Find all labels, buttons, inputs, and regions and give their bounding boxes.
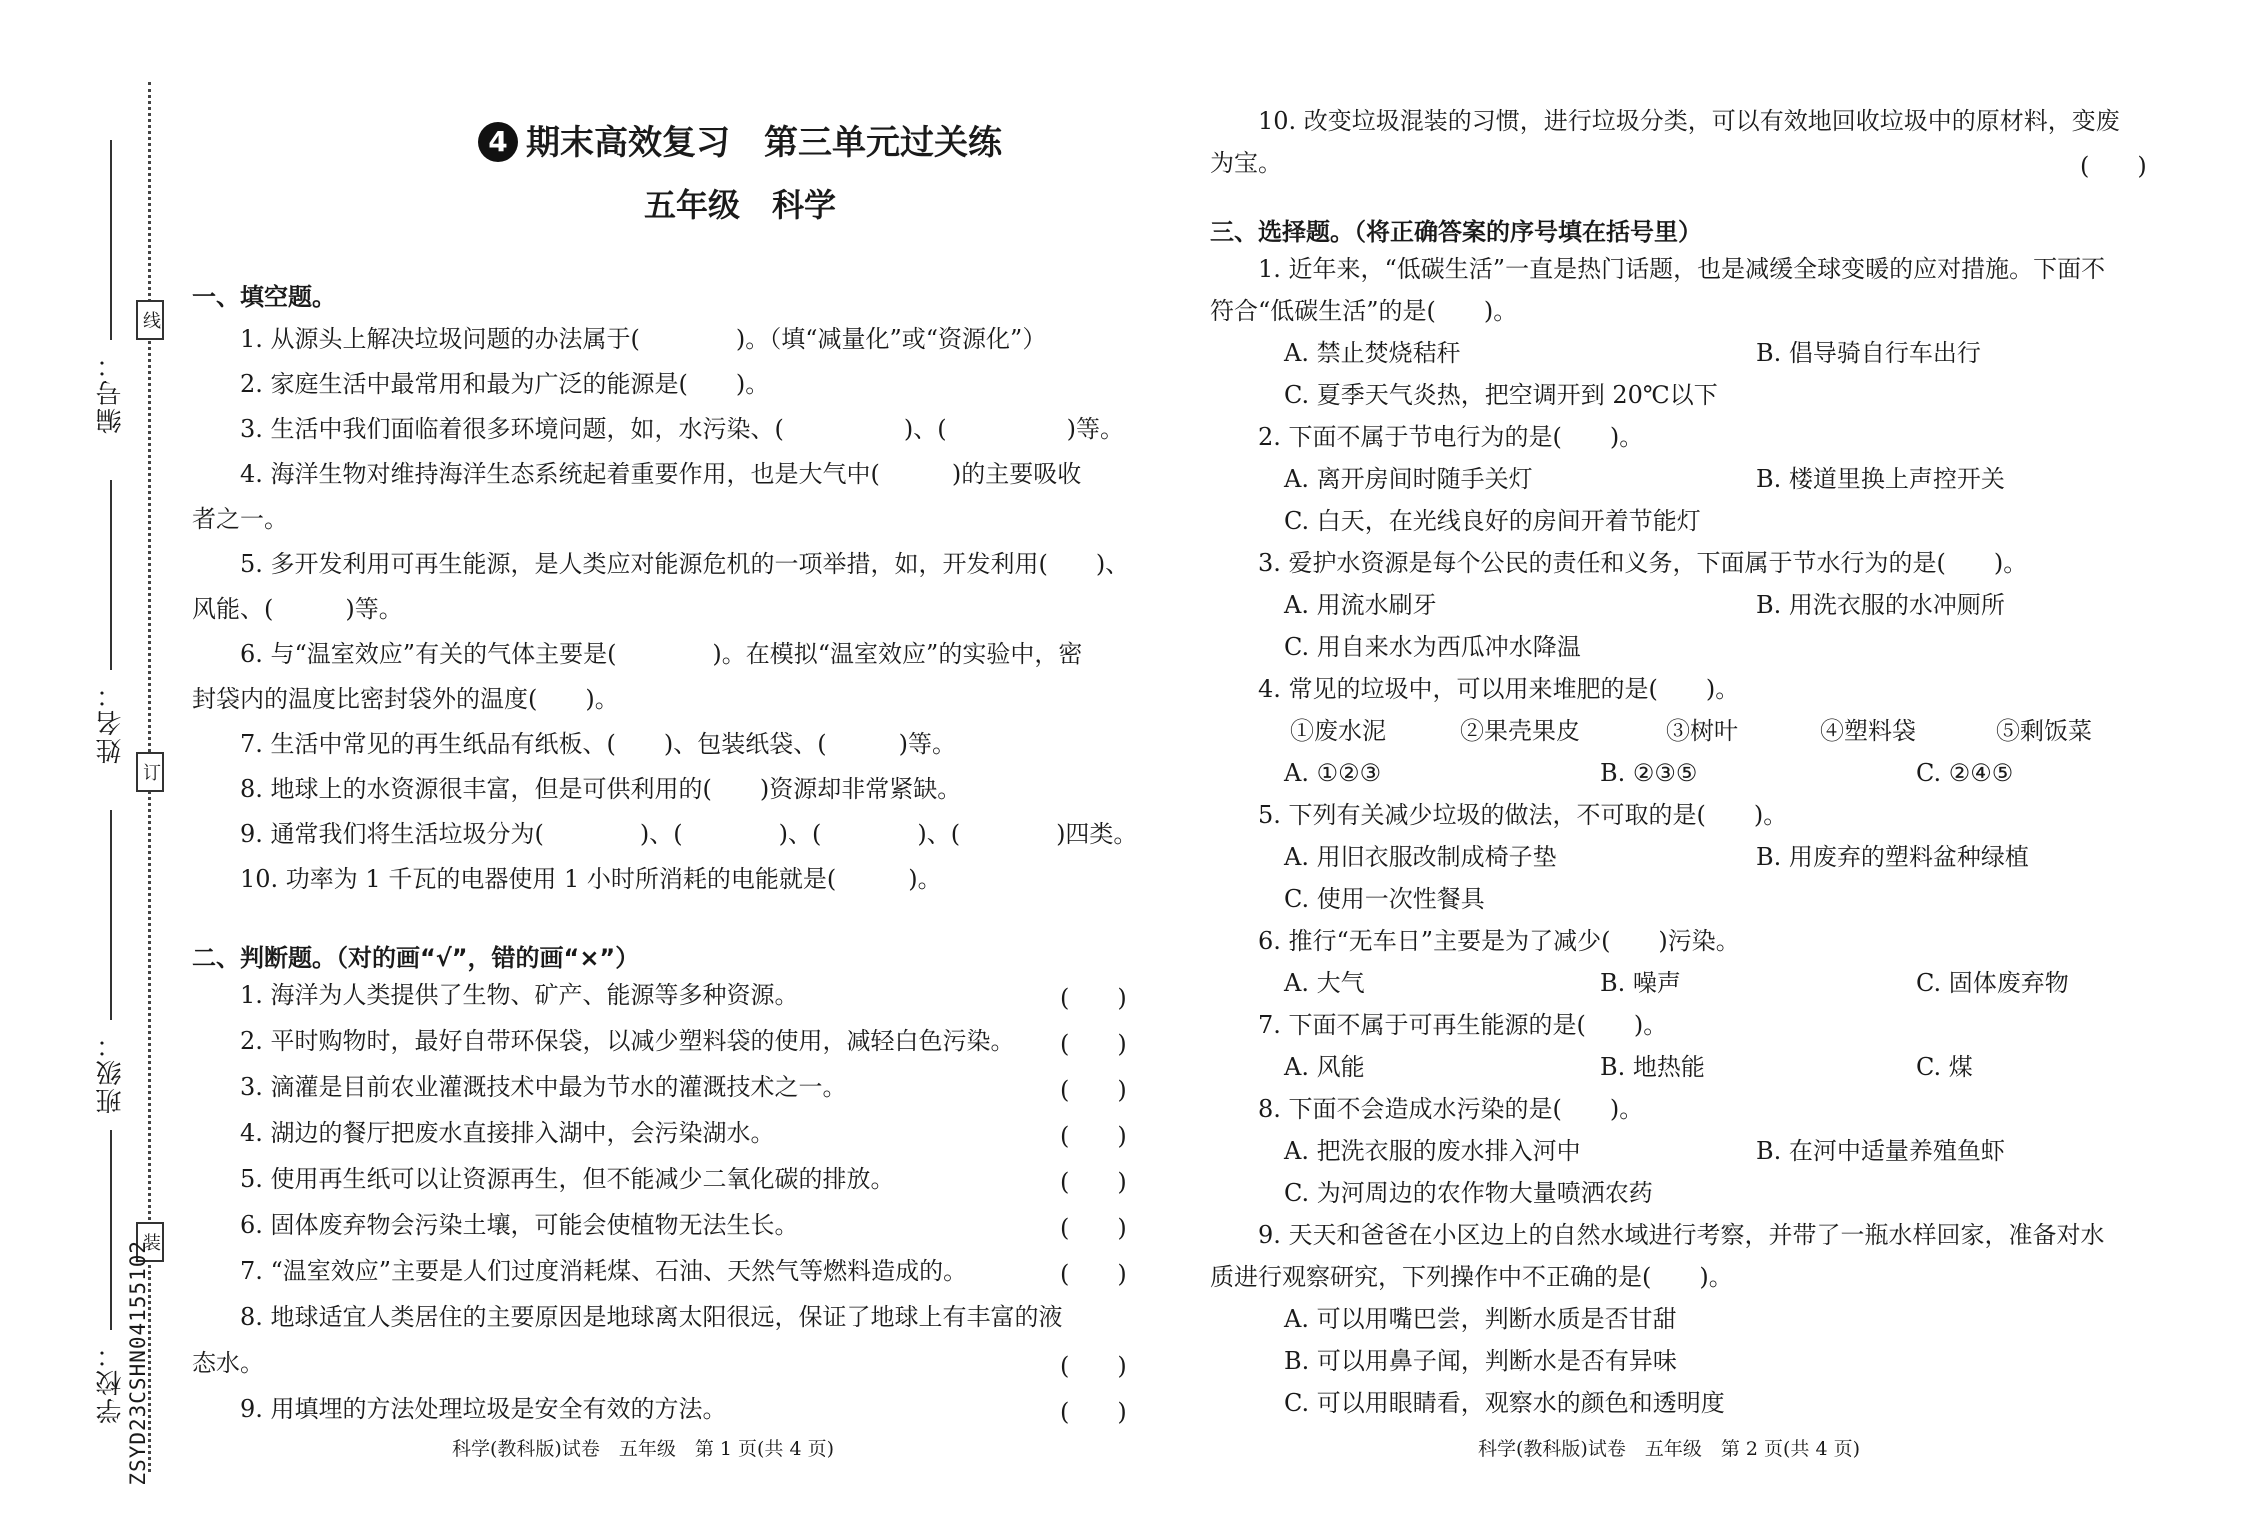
judge-q8: 8. 地球适宜人类居住的主要原因是地球离太阳很远，保证了地球上有丰富的液 (240, 1303, 1063, 1331)
school-fill-line (110, 1130, 112, 1330)
choice-q1-b: B. 倡导骑自行车出行 (1756, 339, 1981, 367)
judge-q8-answer: ( ) (1060, 1352, 1127, 1380)
fill-q7: 7. 生活中常见的再生纸品有纸板、( )、包装纸袋、( )等。 (240, 730, 956, 758)
paper-code: ZSYD23CSHN04155102 (126, 1240, 150, 1486)
section3-heading: 三、选择题。（将正确答案的序号填在括号里） (1210, 218, 1702, 246)
choice-q8: 8. 下面不会造成水污染的是( )。 (1258, 1095, 1644, 1123)
choice-q6-a: A. 大气 (1284, 969, 1365, 997)
judge-q2-answer: ( ) (1060, 1030, 1127, 1058)
choice-q7-b: B. 地热能 (1600, 1053, 1705, 1081)
judge-q4: 4. 湖边的餐厅把废水直接排入湖中，会污染湖水。 (240, 1119, 775, 1147)
choice-q5-b: B. 用废弃的塑料盆种绿植 (1756, 843, 2029, 871)
choice-q4-item5: ⑤剩饭菜 (1996, 717, 2092, 745)
choice-q9-cont: 质进行观察研究，下列操作中不正确的是( )。 (1210, 1263, 1733, 1291)
choice-q2-b: B. 楼道里换上声控开关 (1756, 465, 2005, 493)
choice-q6: 6. 推行“无车日”主要是为了减少( )污染。 (1258, 927, 1740, 955)
fill-q5-cont: 风能、( )等。 (192, 595, 403, 623)
judge-q3-answer: ( ) (1060, 1076, 1127, 1104)
choice-q2-a: A. 离开房间时随手关灯 (1284, 465, 1533, 493)
judge-q6-answer: ( ) (1060, 1214, 1127, 1242)
fill-q6: 6. 与“温室效应”有关的气体主要是( )。在模拟“温室效应”的实验中，密 (240, 640, 1083, 668)
judge-q3: 3. 滴灌是目前农业灌溉技术中最为节水的灌溉技术之一。 (240, 1073, 847, 1101)
class-label: 班级： (96, 1030, 126, 1114)
name-fill-line (110, 480, 112, 670)
section1-heading: 一、填空题。 (192, 283, 336, 311)
judge-q4-answer: ( ) (1060, 1122, 1127, 1150)
choice-q1-cont: 符合“低碳生活”的是( )。 (1210, 297, 1518, 325)
choice-q2-c: C. 白天，在光线良好的房间开着节能灯 (1284, 507, 1701, 535)
bind-mark-bind: 装 (136, 1222, 164, 1262)
choice-q3-a: A. 用流水刷牙 (1284, 591, 1437, 619)
choice-q9-b: B. 可以用鼻子闻，判断水是否有异味 (1284, 1347, 1677, 1375)
school-label: 学校： (96, 1340, 126, 1424)
choice-q4-b: B. ②③⑤ (1600, 759, 1698, 787)
fill-q8: 8. 地球上的水资源很丰富，但是可供利用的( )资源却非常紧缺。 (240, 775, 962, 803)
choice-q8-b: B. 在河中适量养殖鱼虾 (1756, 1137, 2005, 1165)
judge-q10: 10. 改变垃圾混装的习惯，进行垃圾分类，可以有效地回收垃圾中的原材料，变废 (1258, 107, 2120, 135)
judge-q1-answer: ( ) (1060, 984, 1127, 1012)
fill-q5: 5. 多开发利用可再生能源，是人类应对能源危机的一项举措，如，开发利用( )、 (240, 550, 1130, 578)
choice-q5-c: C. 使用一次性餐具 (1284, 885, 1485, 913)
choice-q4-item4: ④塑料袋 (1820, 717, 1916, 745)
page-title (180, 115, 1300, 164)
judge-q5-answer: ( ) (1060, 1168, 1127, 1196)
footer-right: 科学(教科版)试卷 五年级 第 2 页(共 4 页) (1478, 1438, 1860, 1460)
choice-q4-c: C. ②④⑤ (1916, 759, 2014, 787)
choice-q6-c: C. 固体废弃物 (1916, 969, 2069, 997)
badge-number: 4 (478, 122, 518, 162)
choice-q4-a: A. ①②③ (1284, 759, 1382, 787)
name-label: 姓名： (96, 680, 126, 764)
judge-q5: 5. 使用再生纸可以让资源再生，但不能减少二氧化碳的排放。 (240, 1165, 895, 1193)
choice-q9-c: C. 可以用眼睛看，观察水的颜色和透明度 (1284, 1389, 1725, 1417)
judge-q9-answer: ( ) (1060, 1398, 1127, 1426)
bind-mark-line: 线 (136, 300, 164, 340)
fill-q4-cont: 者之一。 (192, 505, 288, 533)
number-label: 编号： (96, 350, 126, 434)
fill-q1: 1. 从源头上解决垃圾问题的办法属于( )。（填“减量化”或“资源化”） (240, 325, 1047, 353)
choice-q7-c: C. 煤 (1916, 1053, 1973, 1081)
choice-q9: 9. 天天和爸爸在小区边上的自然水域进行考察，并带了一瓶水样回家，准备对水 (1258, 1221, 2105, 1249)
choice-q5-a: A. 用旧衣服改制成椅子垫 (1284, 843, 1557, 871)
number-fill-line (110, 140, 112, 340)
choice-q7-a: A. 风能 (1284, 1053, 1365, 1081)
choice-q6-b: B. 噪声 (1600, 969, 1681, 997)
section2-heading: 二、判断题。（对的画“√”，错的画“×”） (192, 944, 640, 972)
choice-q8-c: C. 为河周边的农作物大量喷洒农药 (1284, 1179, 1653, 1207)
class-fill-line (110, 810, 112, 1020)
choice-q4-item1: ①废水泥 (1290, 717, 1386, 745)
choice-q2: 2. 下面不属于节电行为的是( )。 (1258, 423, 1644, 451)
choice-q4: 4. 常见的垃圾中，可以用来堆肥的是( )。 (1258, 675, 1740, 703)
fill-q10: 10. 功率为 1 千瓦的电器使用 1 小时所消耗的电能就是( )。 (240, 865, 942, 893)
fill-q9: 9. 通常我们将生活垃圾分为( )、( )、( )、( )四类。 (240, 820, 1138, 848)
judge-q1: 1. 海洋为人类提供了生物、矿产、能源等多种资源。 (240, 981, 799, 1009)
choice-q7: 7. 下面不属于可再生能源的是( )。 (1258, 1011, 1668, 1039)
judge-q8-cont: 态水。 (192, 1349, 264, 1377)
choice-q1: 1. 近年来，“低碳生活”一直是热门话题，也是减缓全球变暖的应对措施。下面不 (1258, 255, 2106, 283)
choice-q9-a: A. 可以用嘴巴尝，判断水质是否甘甜 (1284, 1305, 1677, 1333)
fill-q2: 2. 家庭生活中最常用和最为广泛的能源是( )。 (240, 370, 770, 398)
bind-mark-staple: 订 (136, 752, 164, 792)
subtitle: 五年级 科学 (643, 186, 836, 224)
choice-q5: 5. 下列有关减少垃圾的做法，不可取的是( )。 (1258, 801, 1788, 829)
judge-q10-answer: ( ) (2080, 152, 2147, 180)
choice-q4-item2: ②果壳果皮 (1460, 717, 1580, 745)
judge-q7-answer: ( ) (1060, 1260, 1127, 1288)
fill-q3: 3. 生活中我们面临着很多环境问题，如，水污染、( )、( )等。 (240, 415, 1124, 443)
choice-q1-a: A. 禁止焚烧秸秆 (1284, 339, 1461, 367)
judge-q9: 9. 用填埋的方法处理垃圾是安全有效的方法。 (240, 1395, 727, 1423)
judge-q2: 2. 平时购物时，最好自带环保袋，以减少塑料袋的使用，减轻白色污染。 (240, 1027, 1015, 1055)
fill-q4: 4. 海洋生物对维持海洋生态系统起着重要作用，也是大气中( )的主要吸收 (240, 460, 1082, 488)
choice-q3-c: C. 用自来水为西瓜冲水降温 (1284, 633, 1581, 661)
fill-q6-cont: 封袋内的温度比密封袋外的温度( )。 (192, 685, 619, 713)
footer-left: 科学(教科版)试卷 五年级 第 1 页(共 4 页) (452, 1438, 834, 1460)
title-text: 期末高效复习 第三单元过关练 (526, 123, 1002, 163)
judge-q7: 7. “温室效应”主要是人们过度消耗煤、石油、天然气等燃料造成的。 (240, 1257, 968, 1285)
choice-q3-b: B. 用洗衣服的水冲厕所 (1756, 591, 2005, 619)
judge-q10-cont: 为宝。 (1210, 149, 1282, 177)
choice-q3: 3. 爱护水资源是每个公民的责任和义务，下面属于节水行为的是( )。 (1258, 549, 2028, 577)
judge-q6: 6. 固体废弃物会污染土壤，可能会使植物无法生长。 (240, 1211, 799, 1239)
choice-q8-a: A. 把洗衣服的废水排入河中 (1284, 1137, 1581, 1165)
choice-q1-c: C. 夏季天气炎热，把空调开到 20℃以下 (1284, 381, 1718, 409)
choice-q4-item3: ③树叶 (1666, 717, 1738, 745)
